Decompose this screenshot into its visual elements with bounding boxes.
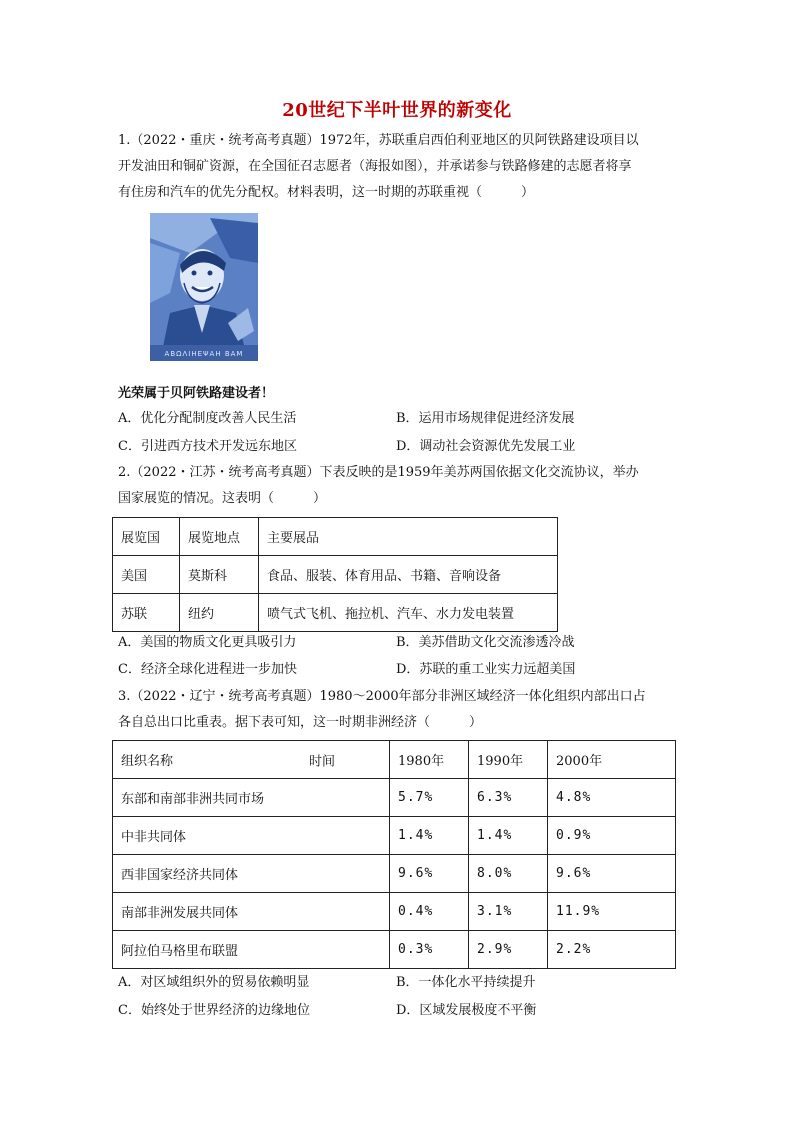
question-2-options-row [118,657,718,683]
option-c[interactable]: C．引进西方技术开发远东地区 [118,439,297,454]
table-header-cell: 2000年 [548,741,676,779]
table-cell: 1.4% [469,817,548,855]
table-header-cell: 1980年 [390,741,469,779]
table-cell: 喷气式飞机、拖拉机、汽车、水力发电装置 [259,594,558,632]
table-row [113,931,676,969]
question-2-line: 2.（2022・江苏・统考高考真题）下表反映的是1959年美苏两国依据文化交流协议，举办 [118,465,639,480]
table-cell: 0.9% [548,817,676,855]
question-1-options-row [118,406,718,432]
question-3-options-row [118,970,718,996]
question-3-line: 3.（2022・辽宁・统考高考真题）1980～2000年部分非洲区域经济一体化组织内部出口占 [118,689,646,704]
option-b[interactable]: B．运用市场规律促进经济发展 [396,411,575,426]
option-a[interactable]: A．美国的物质文化更具吸引力 [118,635,297,650]
table-header-cell: 主要展品 [259,518,558,556]
table-cell: 阿拉伯马格里布联盟 [113,931,390,969]
option-d[interactable]: D．苏联的重工业实力远超美国 [396,662,576,677]
page-title: 20世纪下半叶世界的新变化 [282,100,512,121]
bam-railway-poster-image [150,213,258,361]
table-header-cell: 展览国 [113,518,180,556]
option-b[interactable]: B．美苏借助文化交流渗透冷战 [396,635,575,650]
question-2-stem [118,460,684,512]
table-header-row [113,518,558,556]
table-header-cell [113,741,390,779]
table-cell: 6.3% [469,779,548,817]
table-row [113,817,676,855]
question-2-options-row [118,630,718,656]
option-d[interactable]: D．区域发展极度不平衡 [396,1003,537,1018]
table-cell: 8.0% [469,855,548,893]
table-cell: 莫斯科 [180,556,259,594]
table-cell: 南部非洲发展共同体 [113,893,390,931]
table-row [113,594,558,632]
table-header-row [113,741,676,779]
svg-text:ΑΒΩΛΙΗΕΨΑΗ ΒΑΜ: ΑΒΩΛΙΗΕΨΑΗ ΒΑΜ [164,350,244,358]
question-1-line: 有住房和汽车的优先分配权。材料表明，这一时期的苏联重视（ ） [118,185,535,200]
table-cell: 纽约 [180,594,259,632]
africa-export-share-table [112,740,676,969]
table-cell: 1.4% [390,817,469,855]
table-cell: 中非共同体 [113,817,390,855]
option-c[interactable]: C．经济全球化进程进一步加快 [118,662,297,677]
option-a[interactable]: A．对区域组织外的贸易依赖明显 [118,975,310,990]
question-3-options-row [118,998,718,1024]
question-1-line: 1.（2022・重庆・统考高考真题）1972年，苏联重启西伯利亚地区的贝阿铁路建设项目以 [118,133,639,148]
header-time-label: 时间 [309,754,336,769]
table-row [113,893,676,931]
table-cell: 0.4% [390,893,469,931]
table-cell: 2.2% [548,931,676,969]
option-c[interactable]: C．始终处于世界经济的边缘地位 [118,1003,310,1018]
table-cell: 9.6% [548,855,676,893]
table-row [113,556,558,594]
question-1-stem [118,128,684,206]
option-a[interactable]: A．优化分配制度改善人民生活 [118,411,297,426]
table-cell: 食品、服装、体育用品、书籍、音响设备 [259,556,558,594]
table-cell: 苏联 [113,594,180,632]
table-cell: 4.8% [548,779,676,817]
table-cell: 0.3% [390,931,469,969]
poster-illustration [150,213,258,361]
table-cell: 美国 [113,556,180,594]
table-cell: 3.1% [469,893,548,931]
option-b[interactable]: B．一体化水平持续提升 [396,975,536,990]
table-row [113,855,676,893]
table-cell: 9.6% [390,855,469,893]
table-cell: 11.9% [548,893,676,931]
question-1-options-row [118,434,718,460]
table-header-cell: 1990年 [469,741,548,779]
question-2-line: 国家展览的情况。这表明（ ） [118,491,327,506]
table-header-cell: 展览地点 [180,518,259,556]
table-cell: 2.9% [469,931,548,969]
table-cell: 5.7% [390,779,469,817]
header-organization-label: 组织名称 [121,754,174,769]
question-1-line: 开发油田和铜矿资源，在全国征召志愿者（海报如图），并承诺参与铁路修建的志愿者将享 [118,159,632,174]
table-row [113,779,676,817]
table-cell: 东部和南部非洲共同市场 [113,779,390,817]
option-d[interactable]: D．调动社会资源优先发展工业 [396,439,576,454]
exhibition-table [112,517,558,632]
question-3-line: 各自总出口比重表。据下表可知，这一时期非洲经济（ ） [118,715,483,730]
poster-caption: 光荣属于贝阿铁路建设者！ [118,386,275,401]
table-cell: 西非国家经济共同体 [113,855,390,893]
question-3-stem [118,684,684,736]
